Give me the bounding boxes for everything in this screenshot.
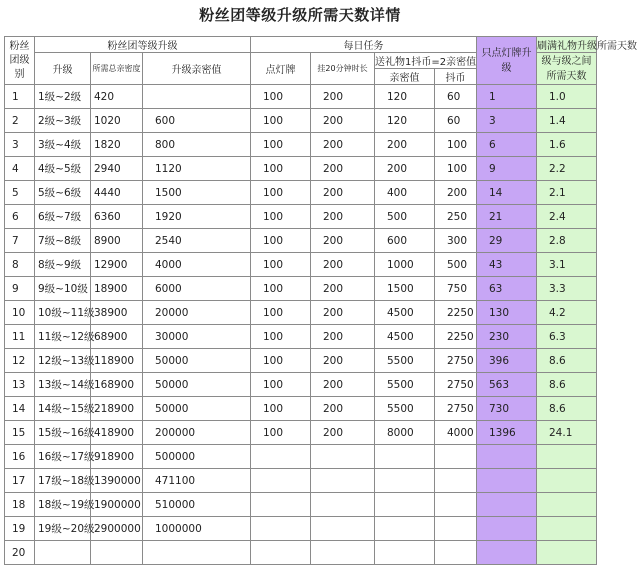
cell-index: 11	[5, 325, 35, 349]
cell-doucoin: 60	[435, 85, 477, 109]
cell-only-light	[477, 541, 537, 565]
cell-only-light: 1396	[477, 421, 537, 445]
cell-days-between: 24.1	[537, 421, 597, 445]
cell-upgrade-intimacy	[143, 541, 251, 565]
cell-watch-20min	[311, 445, 375, 469]
cell-doucoin: 200	[435, 181, 477, 205]
cell-gift-intimacy: 600	[375, 229, 435, 253]
cell-total-intimacy: 2940	[91, 157, 143, 181]
cell-light-badge: 100	[251, 397, 311, 421]
table-row	[5, 541, 597, 565]
cell-watch-20min: 200	[311, 109, 375, 133]
table-row	[5, 301, 597, 325]
cell-days-between: 1.4	[537, 109, 597, 133]
cell-total-intimacy: 420	[91, 85, 143, 109]
cell-watch-20min: 200	[311, 253, 375, 277]
cell-days-between: 2.8	[537, 229, 597, 253]
cell-light-badge	[251, 541, 311, 565]
cell-days-between	[537, 517, 597, 541]
cell-total-intimacy	[91, 541, 143, 565]
cell-upgrade	[35, 541, 91, 565]
cell-days-between: 3.1	[537, 253, 597, 277]
cell-upgrade-intimacy: 20000	[143, 301, 251, 325]
cell-gift-intimacy: 4500	[375, 325, 435, 349]
cell-doucoin: 100	[435, 133, 477, 157]
cell-gift-intimacy	[375, 541, 435, 565]
cell-total-intimacy: 218900	[91, 397, 143, 421]
cell-days-between: 2.1	[537, 181, 597, 205]
cell-doucoin	[435, 541, 477, 565]
cell-upgrade: 4级~5级	[35, 157, 91, 181]
cell-watch-20min	[311, 541, 375, 565]
cell-upgrade-intimacy: 50000	[143, 373, 251, 397]
cell-watch-20min: 200	[311, 277, 375, 301]
cell-only-light: 9	[477, 157, 537, 181]
cell-gift-intimacy	[375, 445, 435, 469]
cell-gift-intimacy: 200	[375, 133, 435, 157]
cell-gift-intimacy: 1500	[375, 277, 435, 301]
cell-doucoin: 100	[435, 157, 477, 181]
cell-doucoin: 2250	[435, 301, 477, 325]
cell-upgrade: 17级~18级	[35, 469, 91, 493]
cell-index: 1	[5, 85, 35, 109]
cell-light-badge	[251, 493, 311, 517]
cell-upgrade: 3级~4级	[35, 133, 91, 157]
header-total-intimacy: 所需总亲密度	[91, 53, 143, 85]
cell-doucoin: 2250	[435, 325, 477, 349]
table-row	[5, 421, 597, 445]
cell-upgrade: 10级~11级	[35, 301, 91, 325]
cell-index: 20	[5, 541, 35, 565]
cell-days-between: 8.6	[537, 397, 597, 421]
cell-days-between: 8.6	[537, 349, 597, 373]
cell-index: 15	[5, 421, 35, 445]
cell-index: 14	[5, 397, 35, 421]
cell-upgrade: 18级~19级	[35, 493, 91, 517]
cell-doucoin: 250	[435, 205, 477, 229]
cell-days-between: 6.3	[537, 325, 597, 349]
cell-total-intimacy: 168900	[91, 373, 143, 397]
cell-watch-20min: 200	[311, 205, 375, 229]
cell-doucoin: 2750	[435, 349, 477, 373]
header-upgrade-intimacy: 升级亲密值	[143, 53, 251, 85]
cell-total-intimacy: 118900	[91, 349, 143, 373]
cell-watch-20min	[311, 493, 375, 517]
table-row	[5, 205, 597, 229]
cell-upgrade: 7级~8级	[35, 229, 91, 253]
cell-index: 18	[5, 493, 35, 517]
cell-index: 13	[5, 373, 35, 397]
cell-doucoin: 2750	[435, 397, 477, 421]
cell-upgrade-intimacy: 50000	[143, 349, 251, 373]
header-gift-days-group: 刷满礼物升级所需天数	[537, 37, 597, 53]
cell-only-light: 563	[477, 373, 537, 397]
cell-upgrade: 6级~7级	[35, 205, 91, 229]
cell-only-light: 6	[477, 133, 537, 157]
cell-doucoin	[435, 517, 477, 541]
cell-total-intimacy: 418900	[91, 421, 143, 445]
cell-upgrade: 1级~2级	[35, 85, 91, 109]
header-intimacy-value: 亲密值	[375, 69, 435, 85]
cell-upgrade-intimacy: 1920	[143, 205, 251, 229]
cell-index: 19	[5, 517, 35, 541]
cell-upgrade-intimacy	[143, 85, 251, 109]
cell-only-light	[477, 493, 537, 517]
table-row	[5, 445, 597, 469]
table-row	[5, 85, 597, 109]
table-row	[5, 373, 597, 397]
cell-doucoin: 500	[435, 253, 477, 277]
cell-upgrade-intimacy: 50000	[143, 397, 251, 421]
cell-only-light	[477, 517, 537, 541]
cell-light-badge: 100	[251, 229, 311, 253]
cell-gift-intimacy	[375, 493, 435, 517]
cell-light-badge: 100	[251, 349, 311, 373]
cell-gift-intimacy	[375, 517, 435, 541]
cell-index: 4	[5, 157, 35, 181]
cell-total-intimacy: 6360	[91, 205, 143, 229]
cell-gift-intimacy: 400	[375, 181, 435, 205]
cell-light-badge	[251, 469, 311, 493]
cell-only-light: 1	[477, 85, 537, 109]
cell-light-badge: 100	[251, 421, 311, 445]
cell-only-light	[477, 469, 537, 493]
cell-light-badge: 100	[251, 181, 311, 205]
table-row	[5, 157, 597, 181]
cell-total-intimacy: 18900	[91, 277, 143, 301]
table-row	[5, 349, 597, 373]
table-row	[5, 517, 597, 541]
cell-upgrade-intimacy: 4000	[143, 253, 251, 277]
cell-total-intimacy: 8900	[91, 229, 143, 253]
cell-upgrade: 11级~12级	[35, 325, 91, 349]
cell-total-intimacy: 1390000	[91, 469, 143, 493]
table-row	[5, 253, 597, 277]
cell-days-between: 4.2	[537, 301, 597, 325]
cell-days-between	[537, 493, 597, 517]
cell-only-light: 230	[477, 325, 537, 349]
cell-watch-20min: 200	[311, 349, 375, 373]
cell-doucoin: 60	[435, 109, 477, 133]
cell-upgrade: 16级~17级	[35, 445, 91, 469]
cell-days-between	[537, 469, 597, 493]
cell-days-between	[537, 445, 597, 469]
cell-upgrade-intimacy: 600	[143, 109, 251, 133]
cell-watch-20min: 200	[311, 301, 375, 325]
cell-upgrade-intimacy: 6000	[143, 277, 251, 301]
cell-watch-20min: 200	[311, 181, 375, 205]
cell-upgrade: 9级~10级	[35, 277, 91, 301]
cell-watch-20min: 200	[311, 229, 375, 253]
cell-only-light: 14	[477, 181, 537, 205]
cell-upgrade-intimacy: 1000000	[143, 517, 251, 541]
cell-index: 6	[5, 205, 35, 229]
table-row	[5, 229, 597, 253]
cell-light-badge: 100	[251, 157, 311, 181]
cell-gift-intimacy: 120	[375, 109, 435, 133]
cell-index: 9	[5, 277, 35, 301]
header-level: 粉丝团级别	[5, 37, 35, 85]
cell-watch-20min	[311, 469, 375, 493]
cell-gift-intimacy: 500	[375, 205, 435, 229]
cell-total-intimacy: 2900000	[91, 517, 143, 541]
cell-days-between	[537, 541, 597, 565]
cell-only-light: 43	[477, 253, 537, 277]
cell-days-between: 2.2	[537, 157, 597, 181]
cell-upgrade-intimacy: 200000	[143, 421, 251, 445]
cell-total-intimacy: 38900	[91, 301, 143, 325]
fan-club-table	[4, 36, 637, 565]
cell-upgrade: 15级~16级	[35, 421, 91, 445]
cell-upgrade: 2级~3级	[35, 109, 91, 133]
cell-index: 8	[5, 253, 35, 277]
cell-light-badge: 100	[251, 325, 311, 349]
cell-watch-20min	[311, 517, 375, 541]
table-row	[5, 469, 597, 493]
cell-gift-intimacy: 200	[375, 157, 435, 181]
cell-watch-20min: 200	[311, 325, 375, 349]
cell-only-light: 396	[477, 349, 537, 373]
cell-doucoin: 300	[435, 229, 477, 253]
cell-light-badge: 100	[251, 253, 311, 277]
cell-total-intimacy: 1820	[91, 133, 143, 157]
cell-light-badge: 100	[251, 133, 311, 157]
cell-upgrade-intimacy: 800	[143, 133, 251, 157]
cell-index: 5	[5, 181, 35, 205]
header-only-light: 只点灯牌升级	[477, 37, 537, 85]
cell-days-between: 3.3	[537, 277, 597, 301]
cell-watch-20min: 200	[311, 133, 375, 157]
page-title: 粉丝团等级升级所需天数详情	[199, 6, 401, 24]
header-light-badge: 点灯牌	[251, 53, 311, 85]
cell-only-light: 730	[477, 397, 537, 421]
header-upgrade: 升级	[35, 53, 91, 85]
cell-upgrade: 12级~13级	[35, 349, 91, 373]
cell-light-badge: 100	[251, 373, 311, 397]
header-watch-20min: 挂20分钟时长	[311, 53, 375, 85]
cell-index: 16	[5, 445, 35, 469]
cell-light-badge	[251, 517, 311, 541]
cell-gift-intimacy: 5500	[375, 373, 435, 397]
cell-index: 10	[5, 301, 35, 325]
cell-doucoin: 4000	[435, 421, 477, 445]
cell-index: 3	[5, 133, 35, 157]
cell-upgrade-intimacy: 30000	[143, 325, 251, 349]
cell-only-light	[477, 445, 537, 469]
cell-index: 2	[5, 109, 35, 133]
cell-upgrade: 8级~9级	[35, 253, 91, 277]
table-row	[5, 109, 597, 133]
cell-upgrade-intimacy: 1500	[143, 181, 251, 205]
cell-gift-intimacy: 4500	[375, 301, 435, 325]
cell-only-light: 130	[477, 301, 537, 325]
cell-upgrade-intimacy: 510000	[143, 493, 251, 517]
header-gift-rule: 送礼物1抖币=2亲密值	[375, 53, 477, 69]
cell-only-light: 21	[477, 205, 537, 229]
cell-gift-intimacy: 8000	[375, 421, 435, 445]
header-doucoin: 抖币	[435, 69, 477, 85]
table-row	[5, 181, 597, 205]
header-upgrade-group: 粉丝团等级升级	[35, 37, 251, 53]
cell-days-between: 2.4	[537, 205, 597, 229]
cell-upgrade-intimacy: 2540	[143, 229, 251, 253]
cell-light-badge: 100	[251, 85, 311, 109]
cell-gift-intimacy	[375, 469, 435, 493]
cell-watch-20min: 200	[311, 421, 375, 445]
header-days-between: 级与级之间所需天数	[537, 53, 597, 85]
cell-doucoin	[435, 469, 477, 493]
cell-total-intimacy: 918900	[91, 445, 143, 469]
cell-doucoin: 750	[435, 277, 477, 301]
cell-gift-intimacy: 5500	[375, 397, 435, 421]
cell-upgrade: 5级~6级	[35, 181, 91, 205]
cell-index: 7	[5, 229, 35, 253]
cell-doucoin	[435, 445, 477, 469]
cell-days-between: 8.6	[537, 373, 597, 397]
header-daily-tasks: 每日任务	[251, 37, 477, 53]
cell-gift-intimacy: 1000	[375, 253, 435, 277]
cell-light-badge: 100	[251, 205, 311, 229]
cell-watch-20min: 200	[311, 85, 375, 109]
cell-days-between: 1.0	[537, 85, 597, 109]
cell-upgrade: 13级~14级	[35, 373, 91, 397]
cell-gift-intimacy: 5500	[375, 349, 435, 373]
cell-only-light: 29	[477, 229, 537, 253]
cell-light-badge: 100	[251, 277, 311, 301]
cell-index: 12	[5, 349, 35, 373]
cell-index: 17	[5, 469, 35, 493]
cell-light-badge: 100	[251, 301, 311, 325]
cell-only-light: 63	[477, 277, 537, 301]
cell-total-intimacy: 12900	[91, 253, 143, 277]
table-row	[5, 397, 597, 421]
table-row	[5, 133, 597, 157]
cell-total-intimacy: 1020	[91, 109, 143, 133]
cell-only-light: 3	[477, 109, 537, 133]
cell-upgrade: 19级~20级	[35, 517, 91, 541]
cell-days-between: 1.6	[537, 133, 597, 157]
cell-total-intimacy: 1900000	[91, 493, 143, 517]
cell-upgrade-intimacy: 1120	[143, 157, 251, 181]
cell-upgrade-intimacy: 471100	[143, 469, 251, 493]
cell-total-intimacy: 68900	[91, 325, 143, 349]
cell-light-badge	[251, 445, 311, 469]
cell-doucoin: 2750	[435, 373, 477, 397]
table-row	[5, 493, 597, 517]
cell-gift-intimacy: 120	[375, 85, 435, 109]
table-row	[5, 277, 597, 301]
cell-doucoin	[435, 493, 477, 517]
cell-light-badge: 100	[251, 109, 311, 133]
cell-watch-20min: 200	[311, 373, 375, 397]
cell-watch-20min: 200	[311, 397, 375, 421]
cell-watch-20min: 200	[311, 157, 375, 181]
cell-total-intimacy: 4440	[91, 181, 143, 205]
cell-upgrade: 14级~15级	[35, 397, 91, 421]
table-row	[5, 325, 597, 349]
cell-upgrade-intimacy: 500000	[143, 445, 251, 469]
